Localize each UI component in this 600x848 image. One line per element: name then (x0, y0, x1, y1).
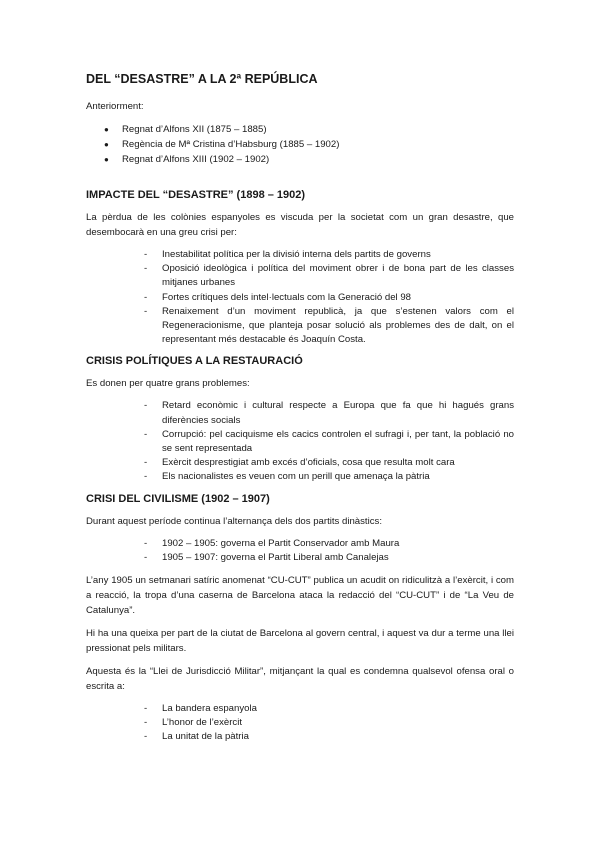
document-title: DEL “DESASTRE” A LA 2ª REPÚBLICA (86, 72, 318, 86)
offenses-list (86, 702, 514, 745)
section-heading-impacte: IMPACTE DEL “DESASTRE” (1898 – 1902) (86, 189, 306, 201)
dash-icon: - (144, 457, 148, 469)
list-item: - Exèrcit desprestigiat amb excés d’oficials, cosa que resulta molt cara (86, 456, 514, 470)
dash-icon: - (144, 471, 148, 483)
list-item: - 1905 – 1907: governa el Partit Liberal amb Canalejas (86, 551, 514, 565)
document-content (86, 72, 514, 753)
section-paragraph: Es donen per quatre grans problemes: (86, 378, 250, 390)
dash-icon: - (144, 731, 148, 743)
section-paragraph: La pèrdua de les colònies espanyoles es viscuda per la societat com un gran desastre, que desembocarà en una greu crisi per: (86, 212, 514, 238)
list-item: - La bandera espanyola (86, 702, 514, 716)
dash-icon: - (144, 263, 148, 275)
section-heading-civilisme: CRISI DEL CIVILISME (1902 – 1907) (86, 492, 270, 505)
list-item: - Els nacionalistes es veuen com un perill que amenaça la pàtria (86, 470, 514, 484)
section-paragraph: L’any 1905 un setmanari satíric anomenat “CU-CUT” publica un acudit on ridiculitzà a l’exèrcit, i com a reacció, la tropa d’una caserna de Barcelona ataca la redacció del “CU-CUT” i de “La Veu de Catalunya”. (86, 575, 514, 617)
bullet-icon: ● (104, 155, 109, 164)
dash-icon: - (144, 291, 148, 303)
list-item: - Inestabilitat política per la divisió interna dels partits de governs (86, 248, 514, 262)
governments-list (86, 537, 514, 565)
list-item: - 1902 – 1905: governa el Partit Conservador amb Maura (86, 537, 514, 551)
list-item: - Retard econòmic i cultural respecte a Europa que fa que hi hagués grans diferències socials (144, 400, 514, 426)
section-heading-crisis: CRISIS POLÍTIQUES A LA RESTAURACIÓ (86, 355, 303, 368)
list-item: - L’honor de l’exèrcit (86, 716, 514, 730)
dash-icon: - (144, 537, 148, 549)
dash-icon: - (144, 400, 148, 412)
list-item: ● Regència de Mª Cristina d’Habsburg (1885 – 1902) (104, 139, 340, 150)
section-paragraph: Durant aquest període continua l’alternança dels dos partits dinàstics: (86, 515, 382, 527)
dash-icon: - (144, 703, 148, 715)
intro-label: Anteriorment: (86, 101, 144, 112)
list-item: - Fortes crítiques dels intel·lectuals com la Generació del 98 (86, 291, 514, 305)
bullet-icon: ● (104, 125, 109, 134)
dash-icon: - (144, 551, 148, 563)
section-paragraph: Hi ha una queixa per part de la ciutat de Barcelona al govern central, i aquest va dur a terme una llei pressionat pels militars. (86, 628, 514, 655)
dash-icon: - (144, 428, 148, 440)
causes-list (86, 248, 514, 347)
dash-icon: - (144, 717, 148, 729)
list-item: ● Regnat d’Alfons XIII (1902 – 1902) (104, 154, 270, 165)
list-item: ● Regnat d’Alfons XII (1875 – 1885) (104, 124, 267, 135)
dash-icon: - (144, 249, 148, 260)
reigns-list (86, 122, 514, 167)
list-item: - Renaixement d’un moviment republicà, ja que s’estenen valors com el Regeneracionisme, que planteja posar solució als problemes des de dalt, on el representant més destacable és Joaquín Costa. (144, 305, 514, 346)
section-paragraph: Aquesta és la “Llei de Jurisdicció Militar”, mitjançant la qual es condemna qualsevol ofensa oral o escrita a: (86, 666, 514, 693)
problems-list (86, 399, 514, 484)
list-item: - Oposició ideològica i política del moviment obrer i de bona part de les classes mitjanes urbanes (144, 263, 514, 289)
list-item: - La unitat de la pàtria (86, 730, 514, 744)
list-item: - Corrupció: pel caciquisme els cacics controlen el sufragi i, per tant, la població no se sent representada (144, 428, 514, 455)
dash-icon: - (144, 305, 148, 317)
bullet-icon: ● (104, 140, 109, 149)
